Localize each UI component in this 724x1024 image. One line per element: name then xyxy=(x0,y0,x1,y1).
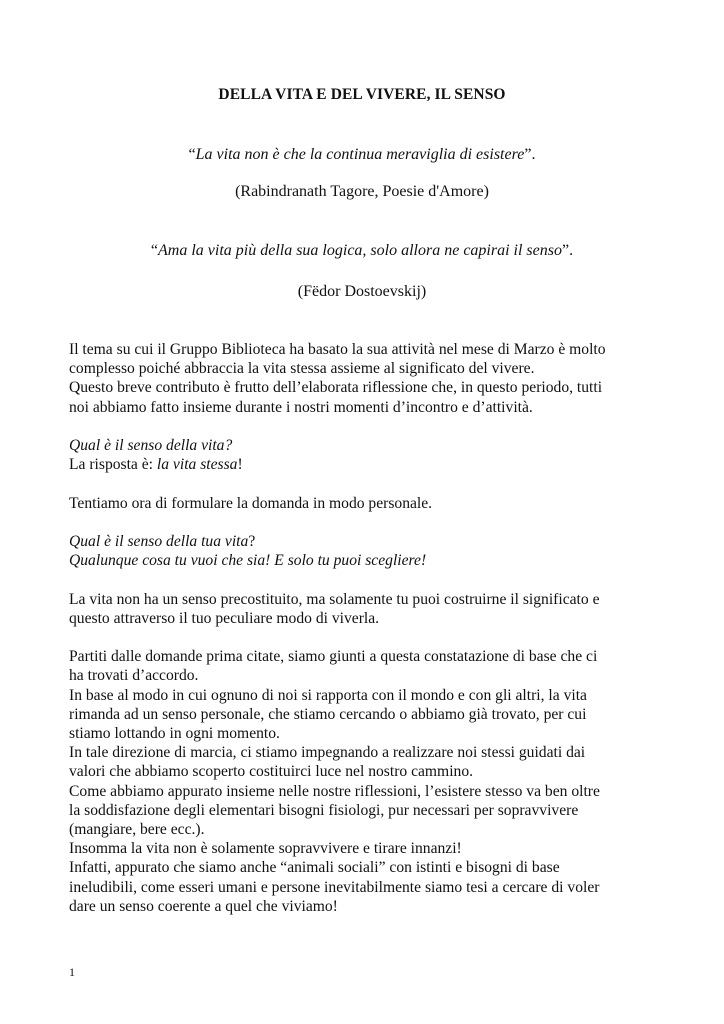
text-line: dare un senso coerente a quel che viviamo! xyxy=(69,897,338,915)
quote-close-mark: ”. xyxy=(561,242,574,259)
quote-tagore xyxy=(0,146,724,164)
paragraph-intro xyxy=(69,340,656,417)
text-line: noi abbiamo fatto insieme durante i nostri momenti d’incontro e d’attività. xyxy=(69,398,533,416)
text-line: Il tema su cui il Gruppo Biblioteca ha basato la sua attività nel mese di Marzo è molto xyxy=(69,341,606,358)
text-line: Insomma la vita non è solamente sopravvivere e tirare innanzi! xyxy=(69,840,462,858)
text-line: ha trovati d’accordo. xyxy=(69,667,199,685)
document-title: DELLA VITA E DEL VIVERE, IL SENSO xyxy=(218,86,506,103)
text-line: rimanda ad un senso personale, che stiamo cercando o abbiamo già trovato, per cui xyxy=(69,705,587,723)
body-text xyxy=(69,340,656,935)
quote-dostoevskij xyxy=(0,242,724,260)
quote-open-mark: “ xyxy=(150,242,158,259)
text-line: ineludibili, come esseri umani e persone inevitabilmente siamo tesi a cercare di voler xyxy=(69,878,600,896)
text-line: In base al modo in cui ognuno di noi si rapporta con il mondo e con gli altri, la vita xyxy=(69,686,587,704)
paragraph-reflection xyxy=(69,647,656,916)
answer-suffix: ! xyxy=(237,456,243,474)
paragraph-question-two xyxy=(69,532,656,570)
quote-close-mark: ”. xyxy=(524,146,536,163)
text-line: complesso poiché abbraccia la vita stessa assieme al significato del vivere. xyxy=(69,360,535,378)
answer-line xyxy=(69,455,656,474)
page-number: 1 xyxy=(69,965,75,979)
quote-text: Ama la vita più della sua logica, solo allora ne capirai il senso xyxy=(158,242,562,259)
quote-text: La vita non è che la continua meraviglia di esistere xyxy=(195,146,525,163)
answer-line: Qualunque cosa tu vuoi che sia! E solo tu puoi scegliere! xyxy=(69,552,427,570)
text-line: Questo breve contributo è frutto dell’elaborata riflessione che, in questo periodo, tutti xyxy=(69,379,603,397)
question-line xyxy=(69,532,656,551)
text-line: valori che abbiamo scoperto costituirci luce nel nostro cammino. xyxy=(69,763,474,781)
text-line: stiamo lottando in ogni momento. xyxy=(69,724,280,742)
paragraph-personal xyxy=(69,494,656,513)
paragraph-meaning xyxy=(69,590,656,628)
question-italic: Qual è il senso della tua vita xyxy=(69,532,249,550)
text-line: La vita non ha un senso precostituito, ma solamente tu puoi costruirne il significato e xyxy=(69,590,600,608)
answer-italic: la vita stessa xyxy=(156,456,238,474)
text-line: Infatti, appurato che siamo anche “animali sociali” con istinti e bisogni di base xyxy=(69,859,560,877)
text-line: Partiti dalle domande prima citate, siamo giunti a questa constatazione di base che ci xyxy=(69,648,598,666)
quote-open-mark: “ xyxy=(188,146,196,163)
answer-prefix: La risposta è: xyxy=(69,456,157,474)
question-suffix: ? xyxy=(248,532,256,550)
text-line: la soddisfazione degli elementari bisogni fisiologi, pur necessari per sopravvivere xyxy=(69,801,579,819)
quote-attribution-tagore: (Rabindranath Tagore, Poesie d'Amore) xyxy=(235,183,489,200)
text-line: questo attraverso il tuo peculiare modo di viverla. xyxy=(69,609,380,627)
text-line: Come abbiamo appurato insieme nelle nostre riflessioni, l’esistere stesso va ben oltre xyxy=(69,782,600,800)
text-line: Tentiamo ora di formulare la domanda in modo personale. xyxy=(69,494,433,512)
text-line: In tale direzione di marcia, ci stiamo impegnando a realizzare noi stessi guidati dai xyxy=(69,744,586,762)
quote-attribution-dostoevskij: (Fëdor Dostoevskij) xyxy=(297,283,427,300)
question-line: Qual è il senso della vita? xyxy=(69,437,233,454)
text-line: (mangiare, bere ecc.). xyxy=(69,821,205,838)
paragraph-question-one xyxy=(69,436,656,474)
